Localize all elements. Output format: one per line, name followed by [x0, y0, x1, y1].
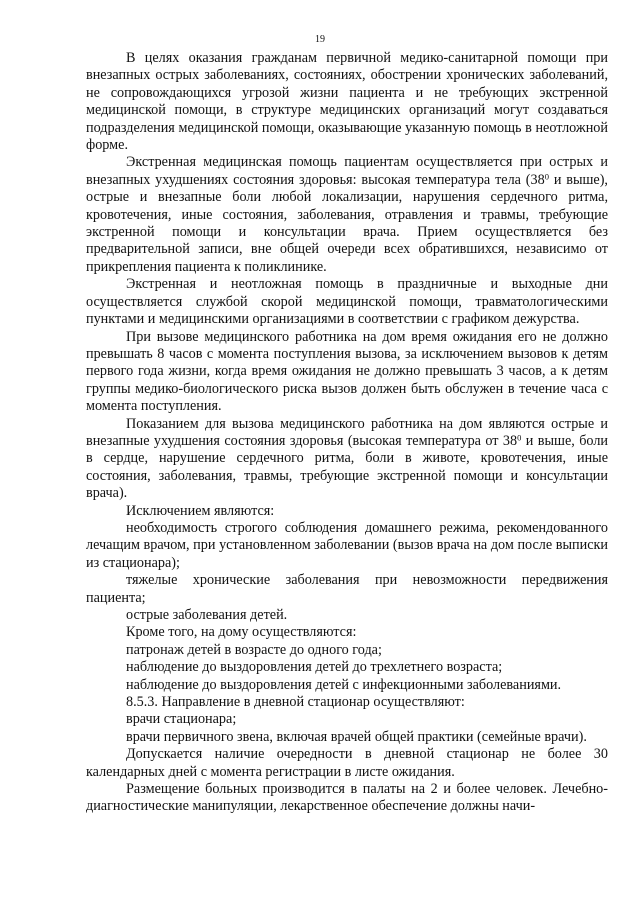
paragraph-home-visit-wait: При вызове медицинского работника на дом время ожидания его не должно превышать 8 часов с момента поступления вызова, за исключением вызовов к детям первого года жизни, когда время ожидания не должно превышать 3 часов, а к детям группы медико-биологического риска вызов должен быть обслужен в течение часа с момента поступления. — [86, 328, 608, 415]
list-item-toddler-observation: наблюдение до выздоровления детей до трехлетнего возраста; — [126, 659, 503, 676]
paragraph-exceptions-heading: Исключением являются: — [126, 502, 275, 519]
page-body — [86, 50, 608, 816]
paragraph-primary-care: В целях оказания гражданам первичной медико-санитарной помощи при внезапных острых заболеваниях, состояниях, обострении хронических заболеваний, не сопровождающихся угрозой жизни пациента и не требующих экстренной медицинской помощи, в структуре медицинских организаций могут создаваться подразделения медицинской помощи, оказывающие указанную помощь в неотложной форме. — [86, 50, 608, 154]
list-item-primary-doctors: врачи первичного звена, включая врачей общей практики (семейные врачи). — [126, 728, 587, 745]
list-item-hospital-doctors: врачи стационара; — [126, 711, 237, 728]
temperature-superscript: 0 — [544, 171, 549, 182]
paragraph-indications-part1: Показанием для вызова медицинского работника на дом являются острые и внезапные ухудшения состояния здоровья (высокая температура от 38 — [86, 415, 608, 449]
paragraph-emergency-care-part1: Экстренная медицинская помощь пациентам осуществляется при острых и внезапных ухудшениях состояния здоровья: высокая температура тела (38 — [86, 154, 608, 188]
list-item-home-regime: необходимость строгого соблюдения домашнего режима, рекомендованного лечащим врачом, при установленном заболевании (вызов врача на дом после выписки из стационара); — [86, 519, 608, 571]
paragraph-emergency-care — [86, 154, 608, 276]
paragraph-holidays: Экстренная и неотложная помощь в праздничные и выходные дни осуществляется службой скорой медицинской помощи, травматологическими пунктами и медицинскими организациями в соответствии с графиком дежурства. — [86, 276, 608, 328]
list-item-infant-patronage: патронаж детей в возрасте до одного года; — [126, 641, 382, 658]
list-item-chronic-disease: тяжелые хронические заболевания при невозможности передвижения пациента; — [86, 572, 608, 606]
section-heading-day-hospital: 8.5.3. Направление в дневной стационар осуществляют: — [126, 694, 465, 711]
page-number: 19 — [315, 34, 325, 45]
list-item-acute-children: острые заболевания детей. — [126, 607, 288, 623]
paragraph-home-services-heading: Кроме того, на дому осуществляются: — [126, 624, 357, 641]
paragraph-day-hospital-queue: Допускается наличие очередности в дневной стационар не более 30 календарных дней с момента регистрации в листе ожидания. — [86, 746, 608, 780]
temperature-superscript-2: 0 — [517, 432, 522, 443]
paragraph-ward-placement: Размещение больных производится в палаты на 2 и более человек. Лечебно-диагностические манипуляции, лекарственное обеспечение должны начи- — [86, 781, 608, 815]
paragraph-emergency-care-part2: и выше), острые и внезапные боли любой локализации, нарушения сердечного ритма, кровотечения, иные состояния, заболевания, отравления и травмы, требующие экстренной помощи и консультации врача. Прием осуществляется без предварительной записи, вне общей очереди всех обратившихся, независимо от прикрепления пациента к поликлинике. — [86, 171, 608, 275]
paragraph-indications-part2: и выше, боли в сердце, нарушение сердечного ритма, боли в животе, кровотечения, иные состояния, заболевания, травмы, требующие экстренной помощи и консультации врача). — [86, 432, 609, 502]
paragraph-home-visit-indications — [86, 416, 608, 503]
list-item-infectious-observation: наблюдение до выздоровления детей с инфекционными заболеваниями. — [126, 676, 562, 693]
